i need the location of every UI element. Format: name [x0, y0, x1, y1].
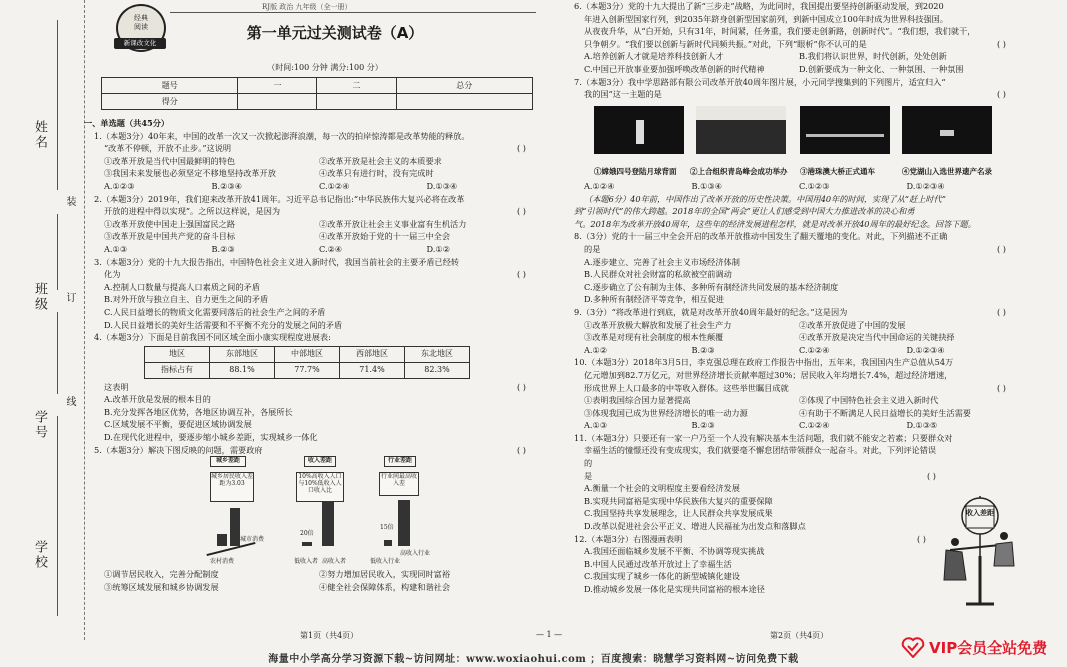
option-b[interactable]: B.②③	[691, 420, 715, 431]
question-9: 9.（3分）“将改革进行到底，就是对改革开放40周年最好的纪念。”这是因为 ( ) ①改革开放极大解放和发展了社会生产力 ②改革开放促进了中国的发展 ③改革是对现有社会制度的根本性颠覆 ④改革开放是决定当代中国命运的关键抉择 A.①② B.②③ C.①②④ D.①②③④	[574, 306, 1014, 356]
question-10: 10.（本题3分）2018年3月5日，李克强总理在政府工作报告中指出，五年来，我国国内生产总值从54万 亿元增加到82.7万亿元，对世界经济增长贡献率超过30%；居民收入年均增长7.4%，超过经济增速， 形成世界上人口最多的中等收入群体。这些举世瞩目成就 ( ) ①表明我国综合国力显著提高 ②体现了中国特色社会主义进入新时代 ③体现我国已成为世界经济增长的唯一动力源 ④有助于不断满足人民日益增长的美好生活需要 A.①③ B.②③ C.①②④ D.①③⑤	[574, 356, 1014, 432]
question-1: 1.（本题3分）40年来，中国的改革一次又一次掀起澎湃浪潮，每一次的拍岸惊涛都是改革势能的释放。 “改革不停顿，开放不止步。”这说明 ( ) ①改革开放是当代中国最鲜明的特色 ②改革开放是社会主义的本质要求 ③我国未来发展也必须坚定不移地坚持改革开放 ④改革只有进行时，没有完成时 A.①②③ B.②③④ C.①②④ D.①③④	[94, 130, 534, 193]
vip-badge[interactable]	[901, 633, 1067, 659]
option-a[interactable]: A.①②	[584, 344, 608, 355]
score-col-header: 题号	[102, 78, 238, 94]
option-d[interactable]: D.在现代化进程中，要逐步缩小城乡差距，实现城乡一体化	[104, 432, 318, 443]
option-c[interactable]: C.区域发展不平衡，要促进区域协调发展	[104, 419, 252, 430]
cartoon-sign: 收入差距	[966, 508, 994, 517]
option-c[interactable]: C.中国已开放事业要加强呼唤改革创新的时代精神	[584, 63, 765, 74]
photo-hzmb-bridge	[800, 106, 890, 154]
vip-label: VIP会员全站免费	[929, 639, 1048, 657]
option-d[interactable]: D.人民日益增长的美好生活需要和不平衡不充分的发展之间的矛盾	[104, 319, 343, 330]
option-a[interactable]: A.逐步建立、完善了社会主义市场经济体制	[584, 256, 740, 267]
option-c[interactable]: C.①②④	[799, 344, 830, 355]
left-page-number: 第1页（共4页）	[300, 631, 359, 640]
option-b[interactable]: B.②③	[211, 243, 235, 254]
option-a[interactable]: A.①②④	[584, 181, 615, 191]
section-title: 一、单选题（共45分）	[84, 118, 170, 128]
right-page-number: 第2页（共4页）	[770, 631, 829, 640]
option-b[interactable]: B.人民群众对社会财富的私欲被空前调动	[584, 269, 732, 280]
right-page	[574, 0, 1014, 101]
income-gap-charts: 城乡差距 城乡居民收入差距为3.03 农村消费 城市消费 收入差距 10%高收入人口与10%低收入人口收入比 20倍 低收入者 高收入者 行业差距 行业间最高收入差 15倍 低收入行业 高收入行业	[94, 456, 534, 568]
option-a[interactable]: A.控制人口数量与提高人口素质之间的矛盾	[104, 281, 260, 292]
score-col: 总分	[396, 78, 533, 94]
bar-high-income	[322, 502, 334, 546]
option-d[interactable]: D.①②③④	[906, 344, 945, 355]
option-b[interactable]: B.②③④	[211, 180, 243, 191]
photo-chang-e-4	[594, 106, 684, 154]
question-3: 3.（本题3分）党的十九大报告指出，中国特色社会主义进入新时代，我国当前社会的主要矛盾已经转 化为 ( ) A.控制人口数量与提高人口素质之间的矛盾 B.对外开放与独立自主、自力更生之间的矛盾 C.人民日益增长的物质文化需要同落后的社会生产之间的矛盾 D.人民日益增长的美好生活需要和不平衡不充分的发展之间的矛盾	[94, 256, 534, 332]
bar-low-industry	[384, 540, 392, 546]
bar-high-industry	[398, 500, 410, 546]
option-c[interactable]: C.人民日益增长的物质文化需要同落后的社会生产之间的矛盾	[104, 306, 326, 317]
option-c[interactable]: C.②④	[319, 243, 343, 254]
bar-low-income	[302, 542, 312, 546]
publisher-logo: 经典 阅读	[116, 4, 166, 52]
option-c[interactable]: C.我国实现了城乡一体化的新型城镇化建设	[584, 571, 740, 582]
binding-line	[57, 312, 58, 394]
option-4[interactable]: ④健全社会保障体系，构建和谐社会	[319, 581, 451, 592]
photo-sco-summit	[696, 106, 786, 154]
option-d[interactable]: D.①②	[426, 243, 451, 254]
option-a[interactable]: A.①③	[584, 420, 608, 431]
binding-mark-1: 装	[64, 196, 75, 208]
exam-title: 第一单元过关测试卷（A）	[246, 24, 424, 42]
question-4: 4.（本题3分）下面是目前我国不同区域全面小康实现程度进展表: 地区 东部地区 中部地区 西部地区 东北地区 指标占有 88.1% 77.7% 71.4% 82.3% 这表明 ( ) A.改革开放是发展的根本目的 B.充分发挥各地区优势，各地区协调互补，各展所长 C.区域发展不平衡，要促进区域协调发展 D.在现代化进程中，要逐步缩小城乡差距，实现城乡一体化	[94, 331, 534, 444]
option-c[interactable]: C.①②④	[319, 180, 350, 191]
score-table	[101, 77, 533, 110]
header-rule	[170, 12, 536, 13]
bar-rural	[217, 534, 227, 546]
option-b[interactable]: B.中国人民通过改革开放过上了幸福生活	[584, 558, 732, 569]
binding-line	[57, 416, 58, 616]
option-a[interactable]: A.衡量一个社会的文明程度主要看经济发展	[584, 483, 740, 494]
score-cell[interactable]	[396, 94, 533, 110]
heart-icon	[901, 636, 925, 658]
binding-line	[57, 20, 58, 190]
binding-line	[57, 214, 58, 290]
site-banner[interactable]: 海量中小学高分学习资源下载~访问网址：www.woxiaohui.com ；百度搜索：晓慧学习资料网~访问免费下载	[268, 654, 799, 665]
option-b[interactable]: B.①③④	[691, 181, 723, 191]
option-d[interactable]: D.多种所有制经济平等竞争，相互促进	[584, 294, 724, 305]
score-cell[interactable]	[238, 94, 317, 110]
option-d[interactable]: D.①②③④	[906, 181, 945, 191]
number-label: 学号	[32, 410, 47, 440]
option-d[interactable]: D.推动城乡发展一体化是实现共同富裕的根本途径	[584, 584, 765, 594]
option-d[interactable]: D.①③④	[426, 180, 458, 191]
header-text: RJ版 政治 九年级（全一册）	[262, 3, 352, 11]
name-label: 姓名	[32, 120, 47, 150]
option-a[interactable]: A.培养创新人才就是培养科技创新人才	[584, 51, 724, 62]
option-b[interactable]: B.充分发挥各地区优势，各地区协调互补，各展所长	[104, 406, 293, 417]
option-d[interactable]: D.创新要成为一种文化、一种氛围、一种氛围	[799, 63, 964, 74]
binding-mark-2: 订	[64, 292, 75, 304]
logo-tag: 新课改文化	[114, 38, 166, 49]
option-a[interactable]: A.①③	[104, 243, 128, 254]
option-b[interactable]: B.②③	[691, 344, 715, 355]
option-a[interactable]: A.我国还面临城乡发展不平衡、不协调等现实挑战	[584, 546, 765, 557]
score-row-label: 得分	[102, 94, 238, 110]
exam-sheet: 姓名 班级 学号 学校 装 订 线 经典 阅读 新课改文化 RJ版 政治 九年级（全一册） 第一单元过关测试卷（A） （时间:100 分钟 满分:100 分） 题号 一 二 总分 得分 一、单选题（共45分） 1.（本题3分）40年来，中国的改革一次又一次掀起澎湃浪潮，每一次的拍岸惊涛都是改革势能的释放。 “改革不停顿，开放不止步。”这说明 ( ) ①改革开放是当代中国最鲜明的特色 ②改革开放是社会主义的本质要求 ③我国未来发展也必须坚定不移地坚持改革开放 ④改革只有进行时，没有完成时 A.①②③ B.②③④ C.①②④ D.①③④ 2.（本题3分）2019年，我们迎来改革开放41周年。习近平总书记指出:“中华民族伟大复兴必将在改革 开放的进程中得以实现”。之所以这样说，是因为 ( ) ①改革开放使中国走上强国富民之路 ②改革开放让社会主义事业富有生机活力 ③改革开放是中国共产党的奋斗目标 ④改革开放始于党的十一届三中全会 A.①③ B.②③ C.②④ D.①② 3.（本题3分）党的十九大报告指出，中国特色社会主义进入新时代，我国当前社会的主要矛盾已经转 化为 ( ) A.控制人口数量与提高人口素质之间的矛盾 B.对外开放与独立自主、自力更生之间的矛盾 C.人民日益增长的物质文化需要同落后的社会生产之间的矛盾 D.人民日益增长的美好生活需要和不平衡不充分的发展之间的矛盾 4.（本题3分）下面是目前我国不同区域全面小康实现程度进展表: 地区 东部地区 中部地区 西部地区 东北地区 指标占有 88.1% 77.7% 71.4% 82.3% 这表明 ( ) A.改革开放是发展的根本目的 B.充分发挥各地区优势，各地区协调互补，各展所长 C.区域发展不平衡，要促进区域协调发展 D.在现代化进程中，要逐步缩小城乡差距，实现城乡一体化 5.（本题3分）解决下图反映的问题，需要政府 ( ) 城乡差距 城乡居民收入差距为3.03 农村消费 城市消费 收入差距 10%高收入人口与10%低收入人口收入比 20倍 低收入者 高收入者 行业差距 行业间最高收入差 15倍 低收入行业 高收入行业 ①调节居民收入，完善分配制度 ②努力增加居民收入，实现同时富裕 ③统筹区域发展和城乡协调发展 ④健全社会保障体系，构建和谐社会 第1页（共4页） — 1 — 6.（本题3分）党的十九大提出了新“三步走”战略，为此同时，我国提出要坚持创新驱动发展，到2020 年进入创新型国家行列，到2035年跻身创新型国家前列，到新中国成立100年时成为世界科技强国。 从夜夜升华，从“白开始，只有31年，时间紧，任务重，我们要走创新路，创新时代”。“我们想，我们就干， 只争朝夕。“我们要以创新与新时代同频共振。”对此，下列“眼析”你不认可的是 ( ) A.培养创新人才就是培养科技创新人才 B.我们将认识世界，时代创新，处处创新 C.中国已开放事业要加强呼唤改革创新的时代精神 D.创新要成为一种文化、一种氛围、一种氛围 7.（本题3分）我中学思路部有限公司改革开放40周年图片展，小元同学搜集到的下列图片，适宜归入“ 我的国”这一主题的是 ( ) ①嫦娥四号登陆月球背面 ②上合组织青岛峰会成功举办 ③港珠澳大桥正式通车 ④党湖山入选世界遗产名录 A.①②④ B.①③④ C.①②③ D.①②③④ （本题6分）40年前，中国作出了改革开放的历史性决策。中国用40年的时间，实现了从“赶上时代” 到“引领时代”的伟大跨越。2018年的全国“两会”更让人们感受到中国大力推进改革的决心和勇 气。2018年为改革开放40周年，这些年的经济发展进程怎样，就是对改革开放40周年的最好纪念。回答下题。 8.（3分）党的十一届三中全会开启的改革开放推动中国发生了翻天覆地的变化。对此，下列描述不正确 的是 ( ) A.逐步建立、完善了社会主义市场经济体制 B.人民群众对社会财富的私欲被空前调动 C.逐步确立了公有制为主体、多种所有制经济共同发展的基本经济制度 D.多种所有制经济平等竞争，相互促进 9.（3分）“将改革进行到底，就是对改革开放40周年最好的纪念。”这是因为 ( ) ①改革开放极大解放和发展了社会生产力 ②改革开放促进了中国的发展 ③改革是对现有社会制度的根本性颠覆 ④改革开放是决定当代中国命运的关键抉择 A.①② B.②③ C.①②④ D.①②③④ 10.（本题3分）2018年3月5日，李克强总理在政府工作报告中指出，五年来，我国国内生产总值从54万 亿元增加到82.7万亿元，对世界经济增长贡献率超过30%；居民收入年均增长7.4%，超过经济增速， 形成世界上人口最多的中等收入群体。这些举世瞩目成就 ( ) ①表明我国综合国力显著提高 ②体现了中国特色社会主义进入新时代 ③体现我国已成为世界经济增长的唯一动力源 ④有助于不断满足人民日益增长的美好生活需要 A.①③ B.②③ C.①②④ D.①③⑤ 11.（本题3分）只要还有一家一户乃至一个人没有解决基本生活问题，我们就不能安之若素；只要群众对 幸福生活的憧憬还没有变成现实，我们就要毫不懈怠团结带领群众一起奋斗。对此，下列评论错误的 是 ( ) A.衡量一个社会的文明程度主要看经济发展 B.实现共同富裕是实现中华民族伟大复兴的重要保障 C.我国坚持共享发展理念，让人民群众共享发展成果 D.改革以促进社会公平正义、增进人民福祉为出发点和落脚点 12.（本题3分）右图漫画表明 ( ) A.我国还面临城乡发展不平衡、不协调等现实挑战 B.中国人民通过改革开放过上了幸福生活 C.我国实现了城乡一体化的新型城镇化建设 D.推动城乡发展一体化是实现共同富裕的根本途径 收入差距 第2页（共4页） 海量中小学高分学习资源下载~访问网址：www.woxiaohui.com ；百度搜索：晓慧学习资料网~访问免费下载 VIP会员全站免费	[0, 0, 1067, 667]
option-b[interactable]: B.我们将认识世界，时代创新，处处创新	[799, 51, 947, 62]
question-2: 2.（本题3分）2019年，我们迎来改革开放41周年。习近平总书记指出:“中华民族伟大复兴必将在改革 开放的进程中得以实现”。之所以这样说，是因为 ( ) ①改革开放使中国走上强国富民之路 ②改革开放让社会主义事业富有生机活力 ③改革开放是中国共产党的奋斗目标 ④改革开放始于党的十一届三中全会 A.①③ B.②③ C.②④ D.①②	[94, 193, 534, 256]
photo-world-heritage	[902, 106, 992, 154]
binding-strip	[0, 0, 85, 640]
question-7: 7.（本题3分）我中学思路部有限公司改革开放40周年图片展，小元同学搜集到的下列图片，适宜归入“ 我的国”这一主题的是 ( )	[574, 76, 1006, 100]
question-12: 12.（本题3分）右图漫画表明 ( ) A.我国还面临城乡发展不平衡、不协调等现实挑战 B.中国人民通过改革开放过上了幸福生活 C.我国实现了城乡一体化的新型城镇化建设 D.推动城乡发展一体化是实现共同富裕的根本途径	[574, 533, 934, 596]
question-8: 8.（3分）党的十一届三中全会开启的改革开放推动中国发生了翻天覆地的变化。对此，下列描述不正确 的是 ( ) A.逐步建立、完善了社会主义市场经济体制 B.人民群众对社会财富的私欲被空前调动 C.逐步确立了公有制为主体、多种所有制经济共同发展的基本经济制度 D.多种所有制经济平等竞争，相互促进	[574, 230, 1014, 306]
option-d[interactable]: D.改革以促进社会公平正义、增进人民福祉为出发点和落脚点	[584, 521, 806, 532]
binding-mark-3: 线	[64, 396, 75, 408]
bar-urban	[230, 508, 240, 546]
option-2[interactable]: ②努力增加居民收入，实现同时富裕	[319, 569, 451, 580]
option-c[interactable]: C.我国坚持共享发展理念，让人民群众共享发展成果	[584, 508, 773, 519]
option-d[interactable]: D.①③⑤	[906, 420, 938, 431]
score-col: 二	[317, 78, 396, 94]
material-note: （本题6分）40年前，中国作出了改革开放的历史性决策。中国用40年的时间，实现了从“赶上时代” 到“引领时代”的伟大跨越。2018年的全国“两会”更让人们感受到中国大力推进改革的决心和勇 气。2018年为改革开放40周年，这些年的经济发展进程怎样，就是对改革开放40周年的最好纪念。回答下题。	[574, 193, 976, 229]
score-cell[interactable]	[317, 94, 396, 110]
option-a[interactable]: A.①②③	[104, 180, 135, 191]
question-11: 11.（本题3分）只要还有一家一户乃至一个人没有解决基本生活问题，我们就不能安之若素；只要群众对 幸福生活的憧憬还没有变成现实，我们就要毫不懈怠团结带领群众一起奋斗。对此，下列评论错误的 是 ( ) A.衡量一个社会的文明程度主要看经济发展 B.实现共同富裕是实现中华民族伟大复兴的重要保障 C.我国坚持共享发展理念，让人民群众共享发展成果 D.改革以促进社会公平正义、增进人民福祉为出发点和落脚点	[574, 432, 1014, 533]
class-label: 班级	[32, 282, 47, 312]
option-c[interactable]: C.逐步确立了公有制为主体、多种所有制经济共同发展的基本经济制度	[584, 281, 839, 292]
option-1[interactable]: ①调节居民收入，完善分配制度	[104, 569, 219, 580]
region-table: 地区 东部地区 中部地区 西部地区 东北地区 指标占有 88.1% 77.7% 71.4% 82.3%	[144, 346, 470, 379]
option-c[interactable]: C.①②③	[799, 181, 830, 191]
option-b[interactable]: B.实现共同富裕是实现中华民族伟大复兴的重要保障	[584, 495, 773, 506]
question-5: 5.（本题3分）解决下图反映的问题，需要政府 ( ) 城乡差距 城乡居民收入差距为3.03 农村消费 城市消费 收入差距 10%高收入人口与10%低收入人口收入比 20倍 低收入者 高收入者 行业差距 行业间最高收入差 15倍 低收入行业 高收入行业 ①调节居民收入，完善分配制度 ②努力增加居民收入，实现同时富裕 ③统筹区域发展和城乡协调发展 ④健全社会保障体系，构建和谐社会	[94, 444, 534, 594]
question-6: 6.（本题3分）党的十九大提出了新“三步走”战略，为此同时，我国提出要坚持创新驱动发展，到2020 年进入创新型国家行列，到2035年跻身创新型国家前列，到新中国成立100年时成为世界科技强国。 从夜夜升华，从“白开始，只有31年，时间紧，任务重，我们要走创新路，创新时代”。“我们想，我们就干， 只争朝夕。“我们要以创新与新时代同频共振。”对此，下列“眼析”你不认可的是 ( ) A.培养创新人才就是培养科技创新人才 B.我们将认识世界，时代创新，处处创新 C.中国已开放事业要加强呼唤改革创新的时代精神 D.创新要成为一种文化、一种氛围、一种氛围	[574, 0, 1014, 76]
option-b[interactable]: B.对外开放与独立自主、自力更生之间的矛盾	[104, 294, 269, 305]
option-a[interactable]: A.改革开放是发展的根本目的	[104, 394, 211, 405]
left-page	[84, 117, 534, 593]
option-c[interactable]: C.①②④	[799, 420, 830, 431]
score-col: 一	[238, 78, 317, 94]
school-label: 学校	[32, 540, 47, 570]
option-3[interactable]: ③统筹区域发展和城乡协调发展	[104, 581, 219, 592]
exam-time-info: （时间:100 分钟 满分:100 分）	[267, 63, 383, 72]
center-page-mark: — 1 —	[536, 630, 563, 639]
